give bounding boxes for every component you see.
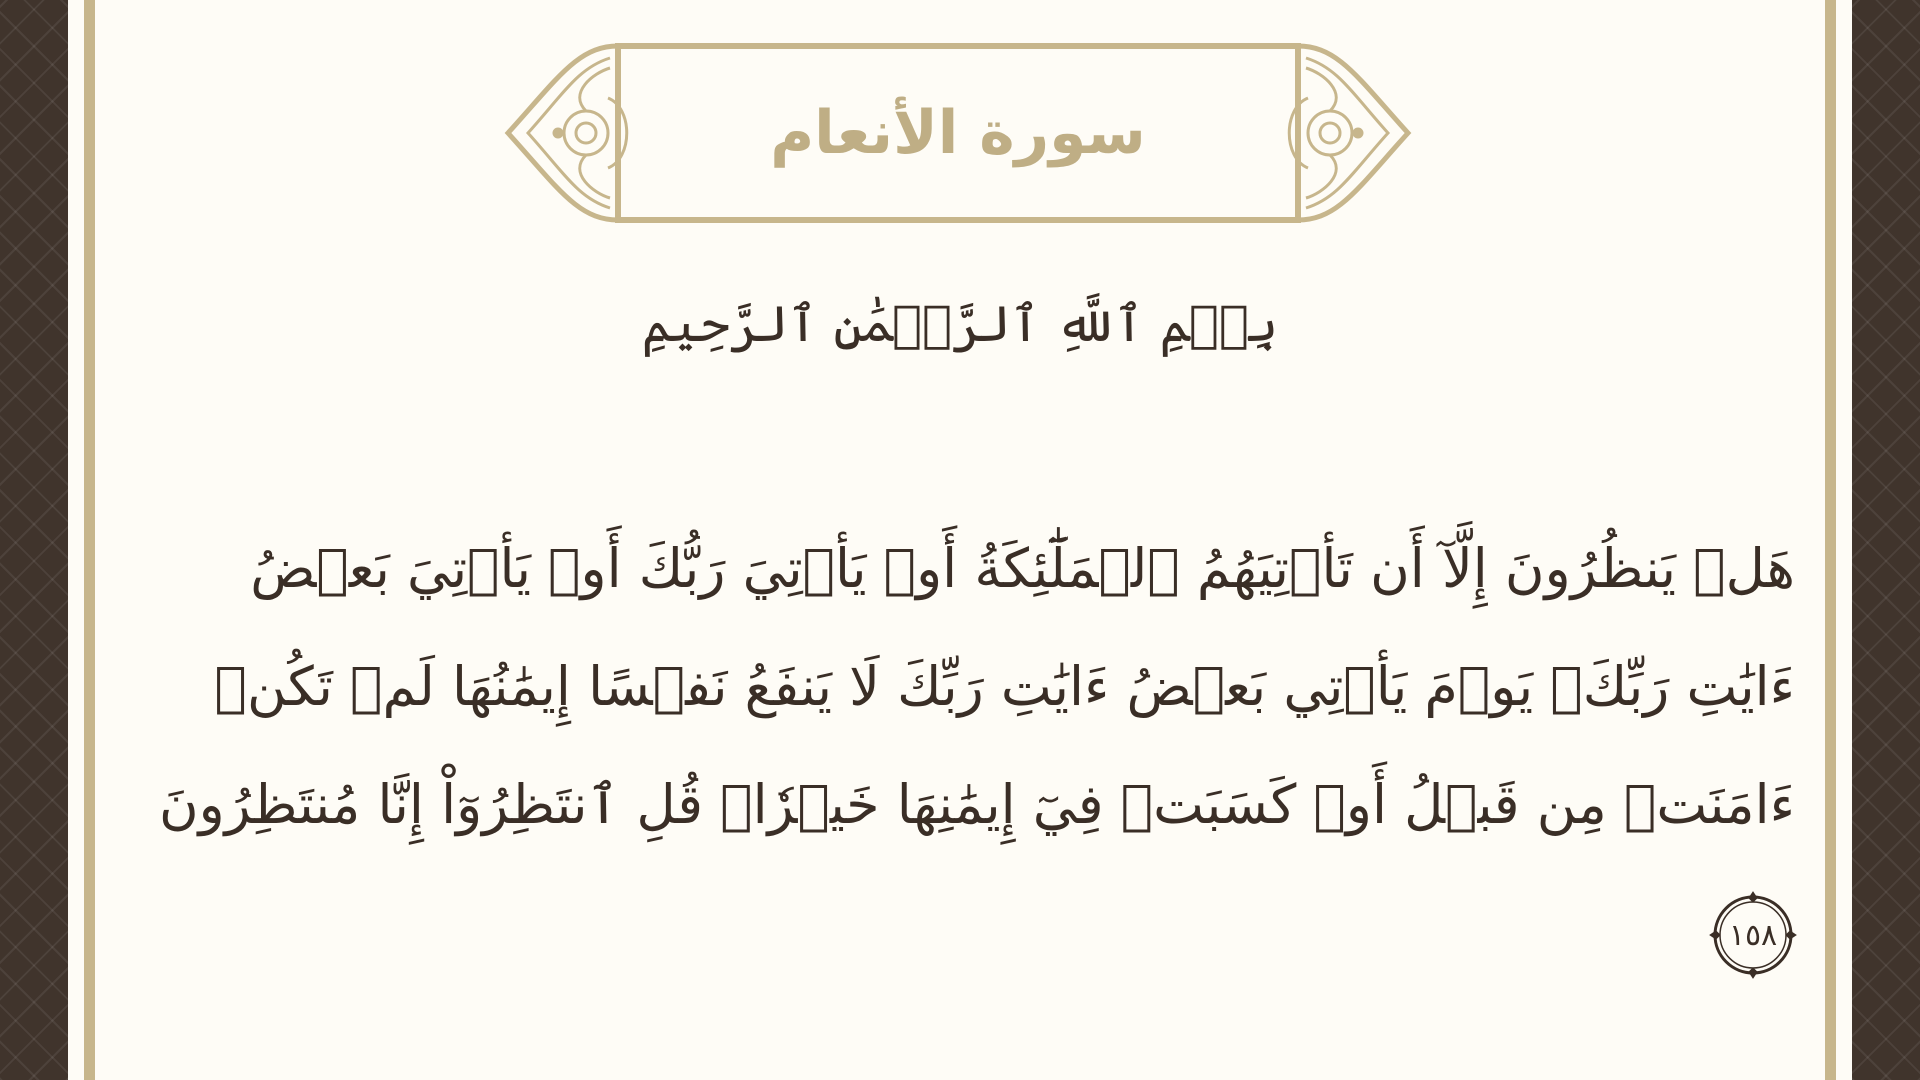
ayah-number: ١٥٨ xyxy=(1728,917,1778,953)
basmala-text: بِسۡمِ ٱللَّهِ ٱلرَّحۡمَٰنِ ٱلرَّحِيمِ xyxy=(641,295,1279,353)
left-decorative-border xyxy=(0,0,68,1080)
verse-line: ءَامَنَتۡ مِن قَبۡلُ أَوۡ كَسَبَتۡ فِيٓ إِيمَٰنِهَا خَيۡرٗاۗ قُلِ ٱنتَظِرُوٓاْ إِنَّا مُنتَظِرُونَ xyxy=(158,773,1795,836)
right-decorative-border xyxy=(1852,0,1920,1080)
surah-title: سورة الأنعام xyxy=(770,98,1146,168)
right-gold-rule xyxy=(1825,0,1836,1080)
left-gold-rule xyxy=(84,0,95,1080)
surah-title-frame xyxy=(498,38,1418,228)
verse-text xyxy=(158,510,1795,864)
verse-line: ءَايَٰتِ رَبِّكَۗ يَوۡمَ يَأۡتِي بَعۡضُ ءَايَٰتِ رَبِّكَ لَا يَنفَعُ نَفۡسًا إِيمَٰنُهَا لَمۡ تَكُنۡ xyxy=(214,655,1795,718)
ayah-number-marker xyxy=(1708,890,1798,980)
verse-line: هَلۡ يَنظُرُونَ إِلَّآ أَن تَأۡتِيَهُمُ ٱلۡمَلَٰٓئِكَةُ أَوۡ يَأۡتِيَ رَبُّكَ أَوۡ يَأۡتِيَ بَعۡضُ xyxy=(250,537,1795,600)
